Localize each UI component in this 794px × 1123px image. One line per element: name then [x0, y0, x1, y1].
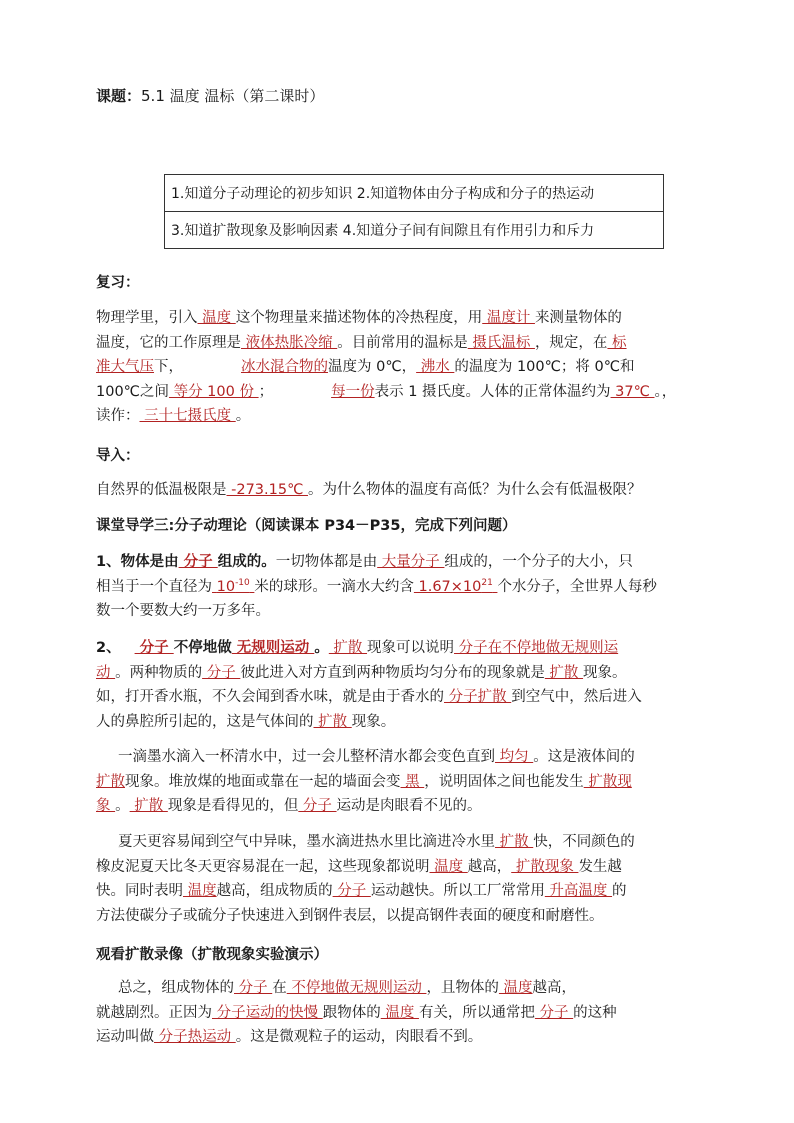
- text-run: 动: [96, 664, 116, 681]
- text-run: 扩散: [96, 773, 125, 790]
- text-run: 有关，所以通常把: [418, 1004, 535, 1021]
- text-run: 黑: [400, 773, 425, 790]
- summary-paragraph: [96, 976, 711, 1050]
- text-run: 分子扩散: [444, 689, 512, 705]
- text-run: 分子: [234, 980, 273, 996]
- text-run: 温度: [429, 858, 468, 875]
- text-run: 扩散: [313, 713, 352, 730]
- text-run: 下，: [154, 359, 183, 375]
- text-run: 。: [115, 798, 130, 814]
- text-run: 分子: [298, 798, 337, 814]
- text-run: 等分 100 份: [168, 383, 259, 400]
- text-run: 运动是肉眼看不见的。: [336, 798, 482, 814]
- objective-cell-1: 1.知道分子动理论的初步知识 2.知道物体由分子构成和分子的热运动: [165, 175, 664, 212]
- text-run: 分子运动的快慢: [212, 1004, 323, 1021]
- text-run: 升高温度: [544, 883, 613, 899]
- text-run: 组成的。: [217, 554, 276, 570]
- text-run: 现象可以说明: [367, 640, 455, 656]
- text-run: 发生越: [578, 858, 622, 875]
- text-run: 就越剧烈。正因为: [96, 1004, 212, 1021]
- objectives-table: [164, 174, 664, 249]
- text-run: 温度: [498, 980, 533, 996]
- text-run: 。，: [654, 383, 677, 400]
- text-run: 自然界的低温极限是: [96, 482, 227, 498]
- text-run: 橡皮泥夏天比冬天更容易混在一起，这些现象都说明: [96, 858, 430, 875]
- text-run: 液体热胀冷缩: [241, 334, 338, 351]
- text-run: 分子: [134, 640, 174, 656]
- text-run: 温度为 0℃，: [328, 359, 417, 375]
- text-run: ，规定，在: [534, 334, 608, 351]
- text-run: 方法使碳分子或硫分子快速进入到钢件表层，以提高钢件表面的硬度和耐磨性。: [96, 907, 604, 924]
- text-run: 。这是液体间的: [533, 749, 635, 765]
- text-run: 总之，组成物体的: [118, 980, 234, 996]
- section3-heading: 课堂导学三:分子动理论（阅读课本 P34－P35，完成下列问题）: [96, 518, 517, 534]
- text-run: 1.67×10: [413, 578, 482, 595]
- text-run: 现象。: [583, 664, 627, 681]
- table-row: [165, 175, 664, 212]
- text-run: 标: [607, 334, 627, 351]
- text-run: 扩散现象: [511, 858, 579, 875]
- lesson-title: [96, 85, 324, 106]
- text-run: ，且物体的: [426, 980, 499, 996]
- text-run: 运动越快。所以工厂常常用: [370, 883, 545, 899]
- text-run: 的温度为 100℃；将 0℃和: [454, 359, 635, 375]
- text-run: 个水分子，全世界人每秒: [497, 578, 657, 595]
- text-run: 快。同时表明: [96, 883, 183, 899]
- text-run: 物理学里，引入: [96, 310, 198, 326]
- text-run: 三十七摄氏度: [139, 408, 236, 424]
- text-run: 摄氏温标: [467, 334, 535, 351]
- text-run: 课题：: [96, 87, 142, 105]
- text-run: 。为什么物体的温度有高低？为什么会有低温极限？: [307, 482, 642, 498]
- text-run: 的: [612, 883, 627, 899]
- text-run: 如，打开香水瓶，不久会闻到香水味，就是由于香水的: [96, 689, 444, 705]
- text-run: 1、: [96, 554, 121, 570]
- text-run: 温度: [183, 883, 217, 899]
- text-run: 2、: [96, 640, 121, 656]
- text-run: 分子: [202, 664, 241, 681]
- text-run: 彼此进入对方直到两种物质均匀分布的现象就是: [240, 664, 545, 681]
- point2-paragraph: [96, 636, 711, 734]
- text-run: 不停地做: [173, 640, 232, 656]
- text-run: 温度: [380, 1004, 419, 1021]
- intro-paragraph: [96, 478, 711, 503]
- text-run: 扩散: [129, 798, 168, 814]
- text-run: 现象。堆放煤的地面或靠在一起的墙面会变: [125, 773, 401, 790]
- text-run: 表示 1 摄氏度。人体的正常体温约为: [374, 383, 611, 400]
- text-run: 在: [272, 980, 287, 996]
- text-run: 准大气压: [96, 359, 154, 375]
- text-run: 快，不同颜色的: [533, 834, 635, 850]
- text-run: 到空气中，然后进入: [511, 689, 642, 705]
- text-run: 扩散: [328, 640, 368, 656]
- text-run: 米的球形。一滴水大约含: [254, 578, 414, 595]
- text-run: ，说明固体之间也能发生: [424, 773, 584, 790]
- text-run: 温度，它的工作原理是: [96, 334, 241, 351]
- text-run: 21: [481, 577, 493, 588]
- text-run: 跟物体的: [322, 1004, 381, 1021]
- text-run: 分子: [534, 1004, 574, 1021]
- text-run: 人的鼻腔所引起的，这是气体间的: [96, 713, 314, 730]
- text-run: 10: [216, 578, 236, 595]
- text-run: 相当于一个直径为: [96, 578, 212, 595]
- text-run: 无规则运动: [231, 640, 315, 656]
- review-heading: 复习：: [96, 275, 140, 291]
- text-run: 象: [96, 798, 116, 814]
- text-run: 温度计: [482, 310, 535, 326]
- video-heading: 观看扩散录像（扩散现象实验演示）: [96, 947, 328, 963]
- intro-heading: 导入：: [96, 448, 140, 464]
- text-run: 分子在不停地做无规则运: [454, 640, 619, 656]
- text-run: 分子热运动: [154, 1029, 236, 1045]
- text-run: -10: [235, 577, 250, 588]
- ink-diffusion-paragraph: [96, 745, 711, 819]
- text-run: 。: [235, 408, 251, 424]
- text-run: 。这是微观粒子的运动，肉眼看不到。: [235, 1029, 483, 1045]
- text-run: 温度: [197, 310, 236, 326]
- text-run: 越高，组成物质的: [216, 883, 333, 899]
- text-run: 运动叫做: [96, 1029, 154, 1045]
- point1-paragraph: [96, 550, 711, 624]
- temperature-paragraph: [96, 830, 711, 928]
- text-run: 一滴墨水滴入一杯清水中，过一会儿整杯清水都会变色直到: [118, 749, 495, 765]
- text-run: 扩散: [544, 664, 584, 681]
- objective-cell-2: 3.知道扩散现象及影响因素 4.知道分子间有间隙且有作用引力和斥力: [165, 212, 664, 249]
- text-run: 均匀: [495, 749, 534, 765]
- text-run: ；: [258, 383, 274, 400]
- text-run: 物体是由: [120, 554, 179, 570]
- text-run: 冰水混合物的: [241, 359, 328, 375]
- text-run: 组成的，一个分子的大小，只: [444, 554, 633, 570]
- text-run: 37℃: [610, 383, 655, 400]
- text-run: 越高，: [532, 980, 577, 996]
- text-run: 扩散: [495, 834, 534, 850]
- text-run: 现象是看得见的，但: [167, 798, 299, 814]
- text-run: 分子: [178, 554, 218, 570]
- text-run: 不停地做无规则运动: [286, 980, 427, 996]
- text-run: -273.15℃: [226, 482, 308, 498]
- text-run: 5.1 温度 温标（第二课时）: [141, 87, 325, 105]
- text-run: 沸水: [416, 359, 455, 375]
- text-run: 数一个要数大约一万多年。: [96, 603, 270, 619]
- text-run: 100℃之间: [96, 383, 169, 400]
- text-run: 。目前常用的温标是: [337, 334, 468, 351]
- review-paragraph: [96, 306, 711, 429]
- table-row: [165, 212, 664, 249]
- text-run: 大量分子: [377, 554, 445, 570]
- text-run: 来测量物体的: [534, 310, 622, 326]
- text-run: 。两种物质的: [115, 664, 203, 681]
- text-run: 。: [314, 640, 329, 656]
- text-run: 读作：: [96, 408, 140, 424]
- text-run: 扩散现: [583, 773, 632, 790]
- text-run: 一切物体都是由: [275, 554, 378, 570]
- text-run: 这个物理量来描述物体的冷热程度，用: [235, 310, 483, 326]
- text-run: 夏天更容易闻到空气中异味，墨水滴进热水里比滴进冷水里: [118, 834, 495, 850]
- text-run: 越高，: [467, 858, 512, 875]
- text-run: 现象。: [351, 713, 396, 730]
- text-run: 的这种: [573, 1004, 617, 1021]
- text-run: 分子: [332, 883, 371, 899]
- text-run: 每一份: [331, 383, 375, 400]
